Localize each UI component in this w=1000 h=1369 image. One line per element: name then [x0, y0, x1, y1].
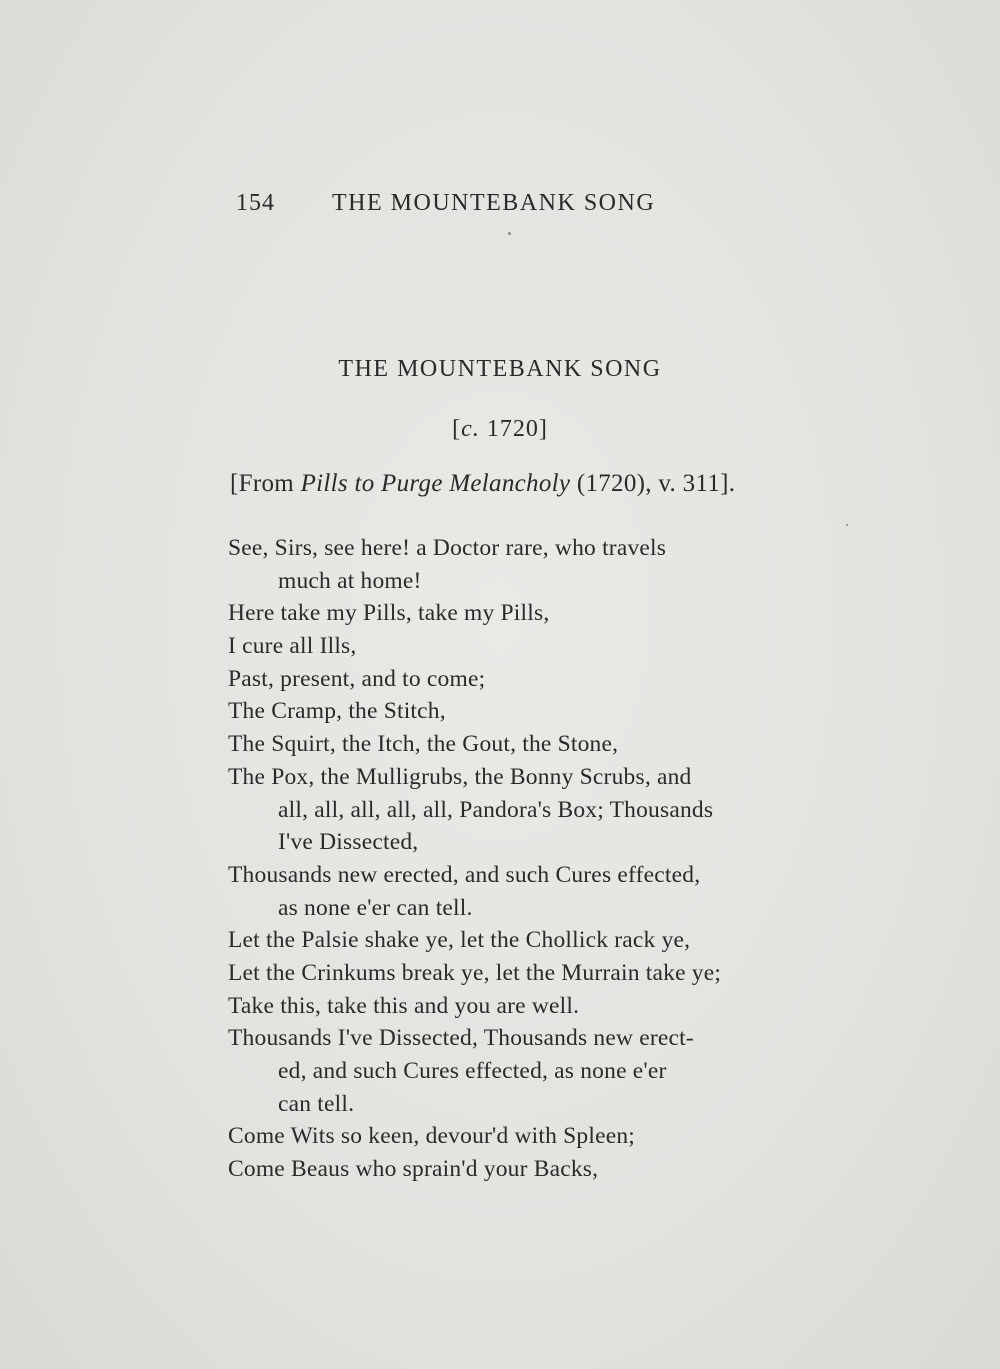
poem-date: [0, 416, 1000, 443]
source-work-title: Pills to Purge Melancholy: [300, 470, 571, 497]
poem-line: I cure all Ills,: [228, 633, 357, 660]
paper-speck: [508, 232, 511, 235]
poem-line: all, all, all, all, all, Pandora's Box; Thousands: [278, 796, 714, 823]
poem-body: [228, 532, 788, 1186]
poem-line: See, Sirs, see here! a Doctor rare, who travels: [228, 535, 667, 561]
poem-line: The Pox, the Mulligrubs, the Bonny Scrubs, and: [228, 763, 692, 790]
poem-line: Take this, take this and you are well.: [228, 992, 580, 1019]
poem-line: Let the Crinkums break ye, let the Murrain take ye;: [228, 959, 722, 986]
source-note: [230, 470, 790, 498]
date-close-bracket: ]: [538, 416, 548, 442]
source-suffix: (1720), v. 311].: [570, 470, 736, 497]
poem-line: Thousands new erected, and such Cures effected,: [228, 861, 701, 888]
poem-line: The Cramp, the Stitch,: [228, 698, 446, 725]
poem-line: much at home!: [278, 567, 422, 594]
paper-speck: [846, 524, 848, 526]
date-circa: c.: [461, 416, 480, 442]
poem-line: Thousands I've Dissected, Thousands new erect-: [228, 1025, 694, 1052]
poem-line: can tell.: [278, 1090, 355, 1117]
poem-line: Come Wits so keen, devour'd with Spleen;: [228, 1123, 636, 1150]
poem-line: Come Beaus who sprain'd your Backs,: [228, 1156, 599, 1183]
poem-line: Let the Palsie shake ye, let the Chollick rack ye,: [228, 927, 691, 954]
poem-line: Past, present, and to come;: [228, 665, 486, 692]
date-open-bracket: [: [452, 416, 462, 442]
poem-line: Here take my Pills, take my Pills,: [228, 600, 550, 627]
poem-line: ed, and such Cures effected, as none e'er: [278, 1058, 667, 1084]
poem-line: I've Dissected,: [278, 829, 419, 856]
poem-line: as none e'er can tell.: [278, 894, 473, 921]
source-prefix: [From: [230, 470, 301, 497]
poem-title: THE MOUNTEBANK SONG: [338, 356, 662, 382]
running-title: THE MOUNTEBANK SONG: [332, 190, 656, 216]
date-year: 1720: [479, 416, 539, 442]
running-head: [236, 190, 736, 224]
page-number: 154: [236, 190, 275, 216]
poem-line: The Squirt, the Itch, the Gout, the Stone,: [228, 731, 619, 758]
